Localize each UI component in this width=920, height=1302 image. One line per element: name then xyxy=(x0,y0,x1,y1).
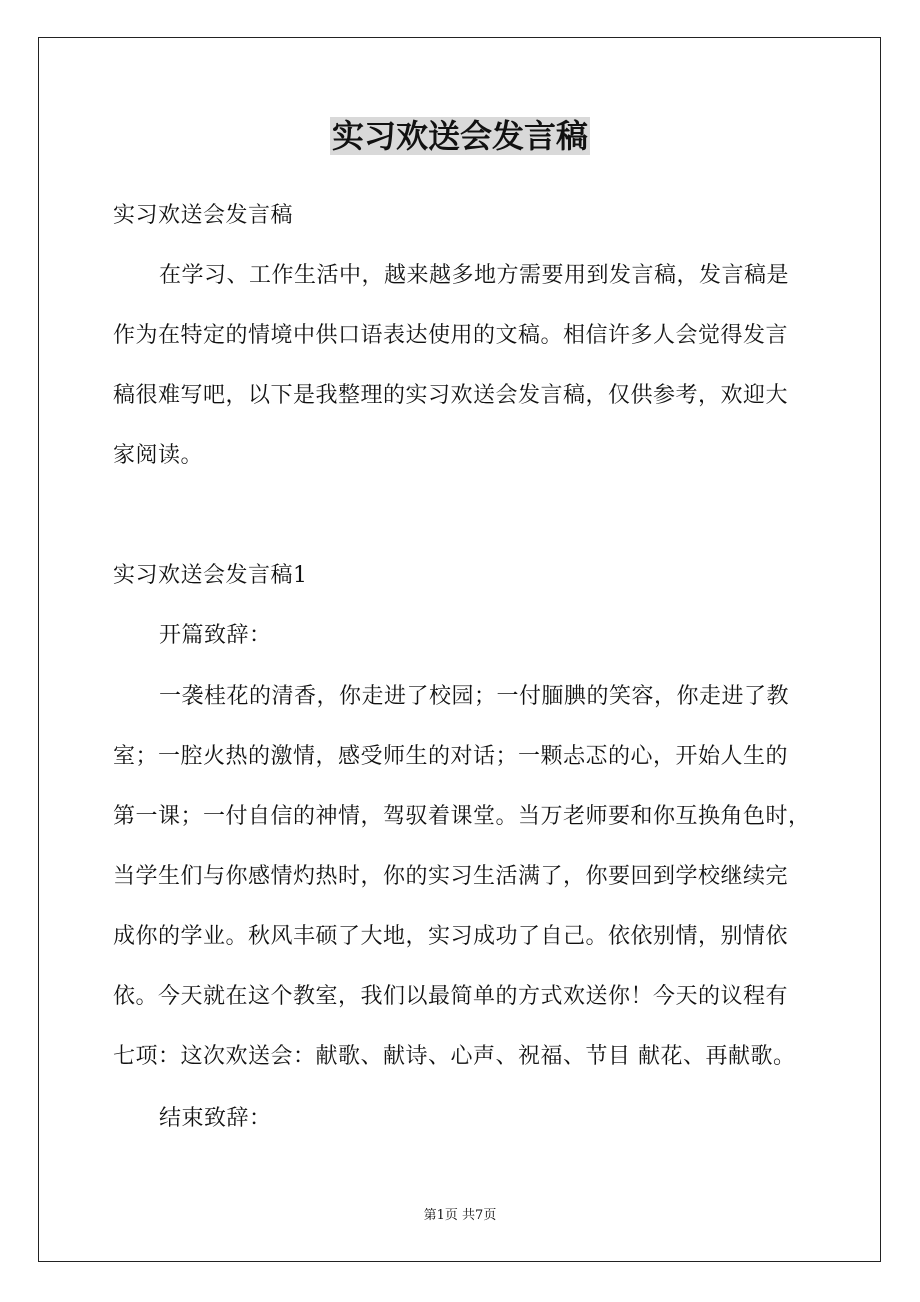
document-subtitle: 实习欢送会发言稿 xyxy=(113,203,294,228)
body-line: 当学生们与你感情灼热时，你的实习生活满了，你要回到学校继续完 xyxy=(113,864,789,889)
body-line: 依。今天就在这个教室，我们以最简单的方式欢送你！今天的议程有 xyxy=(113,984,789,1009)
document-title xyxy=(0,112,920,160)
intro-line: 在学习、工作生活中，越来越多地方需要用到发言稿，发言稿是 xyxy=(159,263,790,288)
body-line: 七项：这次欢送会：献歌、献诗、心声、祝福、节目 献花、再献歌。 xyxy=(113,1044,796,1069)
document-title-text: 实习欢送会发言稿 xyxy=(331,117,588,155)
body-line: 室；一腔火热的激情，感受师生的对话；一颗忐忑的心，开始人生的 xyxy=(113,744,789,769)
intro-line: 作为在特定的情境中供口语表达使用的文稿。相信许多人会觉得发言 xyxy=(113,323,789,348)
intro-line: 家阅读。 xyxy=(113,443,204,468)
body-line: 成你的学业。秋风丰硕了大地，实习成功了自己。依依别情，别情依 xyxy=(113,924,789,949)
closing-label: 结束致辞： xyxy=(159,1106,272,1131)
opening-label: 开篇致辞： xyxy=(159,623,272,648)
section-heading: 实习欢送会发言稿1 xyxy=(113,563,308,588)
body-line: 一袭桂花的清香，你走进了校园；一付腼腆的笑容，你走进了教 xyxy=(159,684,790,709)
body-line: 第一课；一付自信的神情，驾驭着课堂。当万老师要和你互换角色时， xyxy=(113,804,811,829)
page-number-footer: 第1页 共7页 xyxy=(423,1208,497,1223)
intro-line: 稿很难写吧，以下是我整理的实习欢送会发言稿，仅供参考，欢迎大 xyxy=(113,383,789,408)
